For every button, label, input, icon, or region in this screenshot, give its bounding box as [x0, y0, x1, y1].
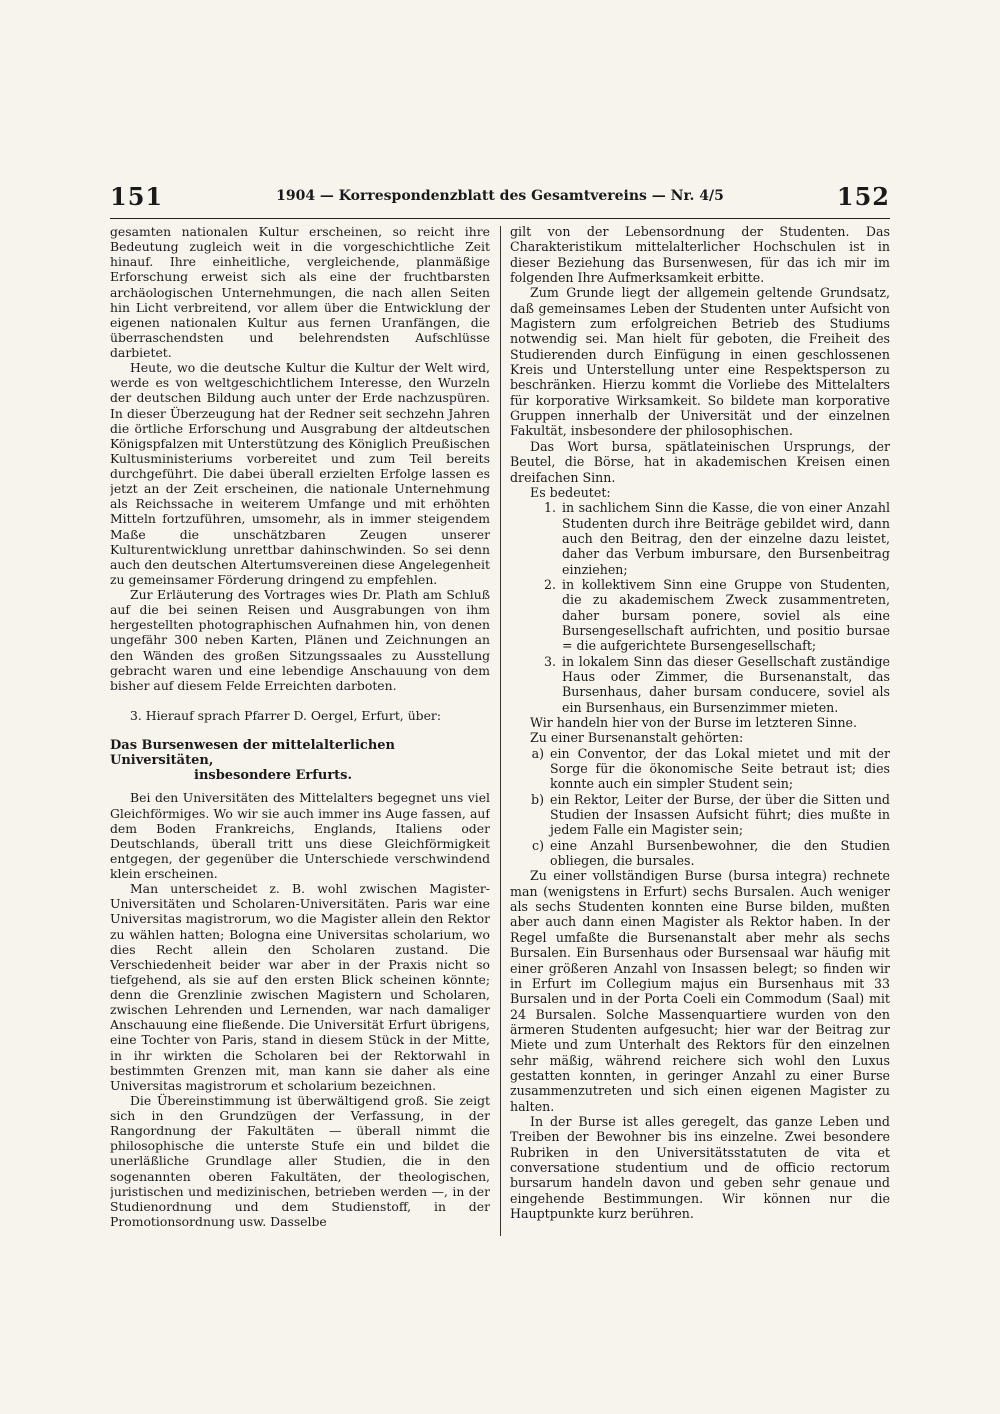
paragraph: Bei den Universitäten des Mittelalters begegnet uns viel Gleichförmiges. Wo wir sie auch immer ins Auge fassen, auf dem Boden Frankreichs, Englands, Italiens oder Deutschlands, überall tritt uns diese Gleichförmigkeit entgegen, der gegenüber die Unterschiede verschwindend klein erscheinen. [110, 790, 490, 881]
paragraph: Zu einer Bursenanstalt gehörten: [530, 730, 744, 746]
paragraph: Zur Erläuterung des Vortrages wies Dr. Plath am Schluß auf die bei seinen Reisen und Ausgrabungen von ihm hergestellten photographischen Aufnahmen hin, von denen ungefähr 300 neben Karten, Plänen und Zeichnungen an den Wänden des großen Sitzungssaales zu Ausstellung gebracht waren und eine lebendige Anschauung von dem bisher auf diesem Felde Erreichten darboten. [110, 587, 490, 693]
page-number-left: 151 [110, 182, 164, 211]
list-text: ein Rektor, Leiter der Burse, der über die Sitten und Studien der Insassen Aufsicht führt; dies mußte in jedem Falle ein Magister sein; [550, 791, 890, 838]
header-rule [110, 218, 890, 219]
paragraph: In der Burse ist alles geregelt, das ganze Leben und Treiben der Bewohner bis ins einzelne. Zwei besondere Rubriken in den Universitätsstatuten de vita et conversatione studentium und de officio rectorum bursarum handeln davon und geben sehr genaue und eingehende Bestimmungen. Wir können nur die Hauptpunkte kurz berühren. [510, 1113, 890, 1221]
paragraph: Es bedeutet: [530, 484, 611, 500]
paragraph: 3. Hierauf sprach Pfarrer D. Oergel, Erfurt, über: [130, 707, 442, 723]
paragraph: Man unterscheidet z. B. wohl zwischen Magister-Universitäten und Scholaren-Universitäten. Paris war eine Universitas magistrorum, wo die Magister allein den Rektor zu wählen hatten; Bologna eine Universitas scholarium, wo dies Recht allein den Scholaren zustand. Die Verschiedenheit beider war aber in der Praxis nicht so tiefgehend, als sie auf den ersten Blick scheinen könnte; denn die Grenzlinie zwischen Magistern und Scholaren, zwischen Lehrenden und Lernenden, war nach damaliger Anschauung eine fließende. Die Universität Erfurt übrigens, eine Tochter von Paris, stand in diesem Stück in der Mitte, in ihr wirkten die Scholaren bei der Rektorwahl in bestimmten Grenzen mit, man kann sie daher als eine Universitas magistrorum et scholarium bezeichnen. [110, 881, 490, 1093]
section-heading-line1: Das Bursenwesen der mittelalterlichen Universitäten, [110, 738, 396, 769]
page-header [110, 176, 890, 216]
paragraph: Die Übereinstimmung ist überwältigend groß. Sie zeigt sich in den Grundzügen der Verfassung, in der Rangordnung der Fakultäten — überall nimmt die philosophische die unterste Stufe ein und bildet die unerläßliche Grundlage aller Studien, die in den sogenannten oberen Fakultäten, der theologischen, juristischen und medizinischen, betrieben werden —, in der Studienordnung und dem Studienstoff, in der Promotionsordnung usw. Dasselbe [110, 1092, 490, 1229]
list-text: in sachlichem Sinn die Kasse, die von einer Anzahl Studenten durch ihre Beiträge gebildet wird, dann auch den Beitrag, den der einzelne dazu leistet, daher das Verbum imbursare, den Bursenbeitrag einziehen; [562, 500, 890, 577]
left-column [110, 224, 490, 1234]
page-number-right: 152 [836, 182, 890, 211]
list-marker: a) [531, 745, 544, 761]
spacer [110, 693, 490, 708]
paragraph: Heute, wo die deutsche Kultur die Kultur der Welt wird, werde es von weltgeschichtlichem Interesse, den Wurzeln der deutschen Bildung auch unter der Erde nachzuspüren. In dieser Überzeugung hat der Redner seit sechzehn Jahren die örtliche Erforschung und Ausgrabung der altdeutschen Königspfalzen mit Unterstützung des Königlich Preußischen Kultusministeriums vorbereitet und zum Teil bereits durchgeführt. Die dabei überall erzielten Erfolge lassen es jetzt an der Zeit erscheinen, die nationale Unternehmung als Reichssache in weiterem Umfange und mit erhöhten Mitteln fortzuführen, umsomehr, als in immer steigendem Maße die unschätzbaren Zeugen unserer Kulturentwicklung unrettbar dahinschwinden. So sei denn auch den deutschen Altertumsvereinen diese Angelegenheit zu gemeinsamer Förderung dringend zu empfehlen. [110, 360, 490, 587]
column-divider [500, 226, 501, 1236]
running-title: 1904 — Korrespondenzblatt des Gesamtvereins — Nr. 4/5 [276, 188, 724, 204]
list-marker: c) [532, 837, 544, 853]
list-text: eine Anzahl Bursenbewohner, die den Studien obliegen, die bursales. [550, 837, 890, 869]
paragraph: gilt von der Lebensordnung der Studenten. Das Charakteristikum mittelalterlicher Hochschulen ist in dieser Beziehung das Bursenwesen, für das ich mir im folgenden Ihre Aufmerksamkeit erbitte. [510, 224, 890, 286]
list-marker: b) [531, 791, 544, 807]
list-item [510, 577, 890, 654]
paragraph: Das Wort bursa, spätlateinischen Ursprungs, der Beutel, die Börse, hat in akademischen Kreisen einen dreifachen Sinn. [510, 438, 890, 485]
paragraph: Zu einer vollständigen Burse (bursa integra) rechnete man (wenigstens in Erfurt) sechs Bursalen. Auch weniger als sechs Studenten konnten eine Burse bilden, mußten aber auch dann einen Magister als Rektor haben. In der Regel umfaßte die Bursenanstalt aber mehr als sechs Bursalen. Ein Bursenhaus oder Bursensaal war häufig mit einer größeren Anzahl von Insassen belegt; so finden wir in Erfurt im Collegium majus ein Bursenhaus mit 33 Bursalen und in der Porta Coeli ein Commodum (Saal) mit 24 Bursalen. Solche Massenquartiere wurden von den ärmeren Studenten aufgesucht; hier war der Beitrag zur Miete und zum Unterhalt des Rektors für den einzelnen sehr mäßig, während reichere sich wohl den Luxus gestatten konnten, in geringer Anzahl zu einer Burse zusammenzutreten und sich einen eigenen Magister zu halten. [510, 868, 890, 1114]
section-heading [110, 738, 490, 783]
list-item [510, 654, 890, 715]
list-marker: 2. [543, 576, 556, 592]
list-marker: 3. [543, 653, 556, 669]
list-marker: 1. [543, 500, 556, 516]
spacer [110, 723, 490, 738]
paragraph: Zum Grunde liegt der allgemein geltende Grundsatz, daß gemeinsames Leben der Studenten unter Aufsicht von Magistern zum erfolgreichen Betrieb des Studiums notwendig sei. Man hielt für geboten, die Freiheit des Studierenden durch Einfügung in einen geschlossenen Kreis und Unterstellung unter eine Respektsperson zu beschränken. Hierzu kommt die Vorliebe des Mittelalters für korporative Wirksamkeit. So bildete man korporative Gruppen innerhalb der Universität und der einzelnen Fakultät, insbesondere der philosophischen. [510, 285, 890, 439]
right-column [510, 224, 890, 1234]
spacer [110, 783, 490, 790]
list-item [510, 500, 890, 577]
list-item [510, 838, 890, 869]
paragraph: Wir handeln hier von der Burse im letzteren Sinne. [530, 715, 858, 730]
list-item [510, 746, 890, 792]
paragraph: gesamten nationalen Kultur erscheinen, so reicht ihre Bedeutung zugleich weit in die vorgeschichtliche Zeit hinauf. Ihre einheitliche, vergleichende, planmäßige Erforschung erweist sich als eine der fruchtbarsten archäologischen Unternehmungen, die nach allen Seiten hin Licht verbreitend, vor allem über die Entwicklung der eigenen nationalen Kultur aus fernen Uranfängen, die überraschendsten und belehrendsten Aufschlüsse darbietet. [110, 224, 490, 360]
list-item [510, 792, 890, 838]
list-text: in lokalem Sinn das dieser Gesellschaft zuständige Haus oder Zimmer, die Bursenanstalt, das Bursenhaus, daher bursam conducere, soviel als ein Bursenhaus, ein Bursenzimmer mieten. [562, 653, 890, 715]
section-heading-line2: insbesondere Erfurts. [194, 768, 353, 784]
list-text: ein Conventor, der das Lokal mietet und mit der Sorge für die ökonomische Seite betraut ist; dies konnte auch ein simpler Student sein; [550, 745, 890, 792]
list-text: in kollektivem Sinn eine Gruppe von Studenten, die zu akademischem Zweck zusammentreten, daher bursam ponere, soviel als eine Bursengesellschaft aufrichten, und positio bursae = die aufgerichtete Bursengesellschaft; [562, 576, 890, 654]
